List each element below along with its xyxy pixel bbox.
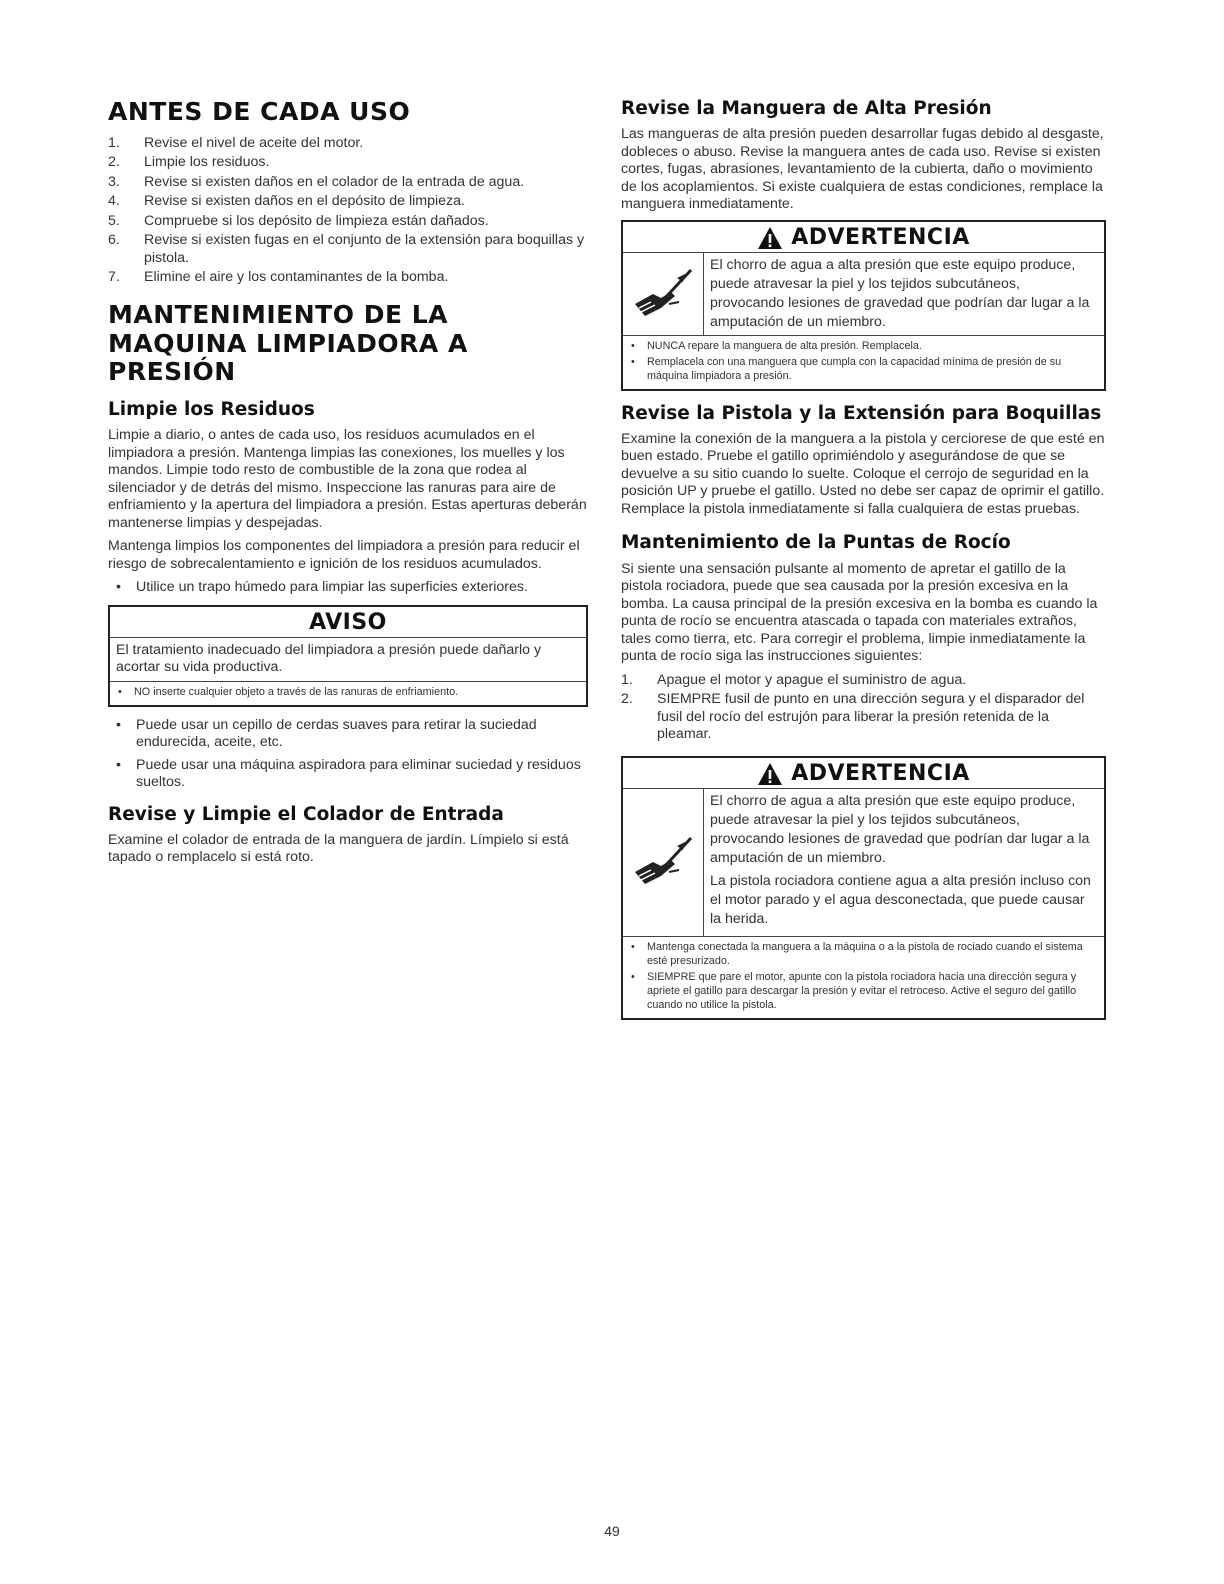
warning-triangle-icon [757, 762, 783, 786]
mantenimiento-title: MANTENIMIENTO DE LA MAQUINA LIMPIADORA A PRESIÓN [108, 299, 468, 387]
list-item: 7. Elimine el aire y los contaminantes de la bomba. [108, 269, 449, 286]
manguera-paragraph: Las mangueras de alta presión pueden desarrollar fugas debido al desgaste, dobleces o abuso. Revise la manguera antes de cada uso. Revise si existen cortes, fugas, abrasiones, levantamiento de la cubierta, daño o movimiento de los acoplamientos. Si existe cualquiera de estas condiciones, remplace la manguera inmediatamente. [621, 126, 1104, 213]
list-item: 3. Revise si existen daños en el colador de la entrada de agua. [108, 173, 525, 190]
list-item: • NUNCA repare la manguera de alta presión. Remplacela. [629, 339, 1098, 353]
list-item: 4. Revise si existen daños en el depósito de limpieza. [108, 193, 465, 210]
warning-triangle-icon [757, 226, 783, 250]
advertencia-notes-2 [623, 937, 1104, 1018]
list-item: • SIEMPRE que pare el motor, apunte con la pistola rociadora hacia una dirección segura y apriete el gatillo para descargar la presión y evitar el retroceso. Active el seguro del gatillo cuando no utilice la pistola. [629, 970, 1098, 1012]
high-pressure-injection-icon [623, 789, 704, 936]
puntas-list [621, 672, 1106, 744]
cleaning-bullets [108, 717, 588, 792]
advertencia-text-1: El chorro de agua a alta presión que este equipo produce, puede atravesar la piel y los tejidos subcutáneos, provocando lesiones de gravedad que podrían dar lugar a la amputación de un miembro. [710, 256, 1090, 330]
list-item: 2. Limpie los residuos. [108, 154, 270, 171]
residuos-heading: Limpie los Residuos [108, 399, 315, 420]
manguera-heading: Revise la Manguera de Alta Presión [621, 98, 992, 119]
aviso-body: El tratamiento inadecuado del limpiadora a presión puede dañarlo y acortar su vida productiva. [110, 638, 586, 682]
page-number: 49 [604, 1523, 620, 1539]
residuos-paragraph-2: Mantenga limpios los componentes del limpiadora a presión para reducir el riesgo de sobrecalentamiento e ignición de los residuos acumulados. [108, 538, 580, 572]
antes-title: ANTES DE CADA USO [108, 97, 411, 126]
pistola-heading: Revise la Pistola y la Extensión para Boquillas [621, 402, 1102, 424]
pistola-paragraph: Examine la conexión de la manguera a la pistola y cerciorese de que esté en buen estado. Pruebe el gatillo oprimiéndolo y asegurándose de que se devuelve a su sitio cuando lo suelte. Coloque el cerrojo de seguridad en la posición UP y pruebe el gatillo. Usted no debe ser capaz de oprimir el gatillo. Remplace la pistola inmediatamente si falla cualquiera de estas pruebas. [621, 430, 1105, 517]
puntas-heading: Mantenimiento de la Puntas de Rocío [621, 532, 1011, 554]
right-column [621, 98, 1106, 1030]
advertencia-box-2 [621, 756, 1106, 1020]
puntas-paragraph: Si siente una sensación pulsante al momento de apretar el gatillo de la pistola rociadora, puede que sea causada por la presión excesiva en la bomba. La causa principal de la presión excesiva en la bomba es cuando la punta de rocío se encuentra atascada o tapada con materiales extraños, tales como tierra, etc. Para corregir el problema, limpie inmediatamente la punta de rocío siga las instrucciones siguientes: [621, 560, 1098, 665]
advertencia-text-2 [704, 789, 1104, 936]
advertencia-banner-1: ADVERTENCIA [623, 222, 1104, 253]
colador-heading: Revise y Limpie el Colador de Entrada [108, 803, 504, 825]
antes-list [108, 135, 588, 287]
list-item: • Remplacela con una manguera que cumpla con la capacidad mínima de presión de su máquina limpiadora a presión. [629, 355, 1098, 383]
list-item: • Puede usar una máquina aspiradora para eliminar suciedad y residuos sueltos. [108, 757, 588, 792]
aviso-banner: AVISO [110, 607, 586, 638]
list-item: 2. SIEMPRE fusil de punto en una dirección segura y el disparador del fusil del rocío del estrujón para liberar la presión retenida de la pleamar. [621, 691, 1085, 743]
list-item: 5. Compruebe si los depósito de limpieza están dañados. [108, 212, 489, 229]
list-item: 6. Revise si existen fugas en el conjunto de la extensión para boquillas y pistola. [108, 232, 585, 266]
left-column [108, 98, 588, 873]
advertencia-text-2b: La pistola rociadora contiene agua a alta presión incluso con el motor parado y el agua desconectada, que puede causar la herida. [710, 872, 1091, 927]
high-pressure-injection-icon [623, 253, 704, 335]
advertencia-text-2a: El chorro de agua a alta presión que este equipo produce, puede atravesar la piel y los tejidos subcutáneos, provocando lesiones de gravedad que podrían dar lugar a la amputación de un miembro. [710, 792, 1090, 866]
list-item: • Utilice un trapo húmedo para limpiar las superficies exteriores. [108, 579, 588, 597]
list-item: • Mantenga conectada la manguera a la máquina o a la pistola de rociado cuando el sistema esté presurizado. [629, 940, 1098, 968]
advertencia-box-1 [621, 220, 1106, 391]
aviso-box [108, 605, 588, 707]
advertencia-notes-1 [623, 336, 1104, 389]
list-item: • Puede usar un cepillo de cerdas suaves para retirar la suciedad endurecida, aceite, etc. [108, 717, 588, 752]
residuos-paragraph-1: Limpie a diario, o antes de cada uso, los residuos acumulados en el limpiadora a presión. Mantenga limpias las conexiones, los muelles y los mandos. Limpie todo resto de combustible de la zona que rodea al silenciador y de detrás del mismo. Inspeccione las ranuras para aire de enfriamiento y la apertura del limpiadora a presión. Estas aperturas deberán mantenerse limpias y despejadas. [108, 427, 587, 531]
aviso-note: • NO inserte cualquier objeto a través de las ranuras de enfriamiento. [116, 685, 580, 699]
list-item: 1. Revise el nivel de aceite del motor. [108, 134, 364, 151]
advertencia-banner-2: ADVERTENCIA [623, 758, 1104, 789]
list-item: 1. Apague el motor y apague el suministro de agua. [621, 671, 967, 688]
residuos-bullets [108, 579, 588, 597]
colador-paragraph: Examine el colador de entrada de la manguera de jardín. Límpielo si está tapado o remplacelo si está roto. [108, 831, 569, 866]
aviso-notes [110, 682, 586, 705]
